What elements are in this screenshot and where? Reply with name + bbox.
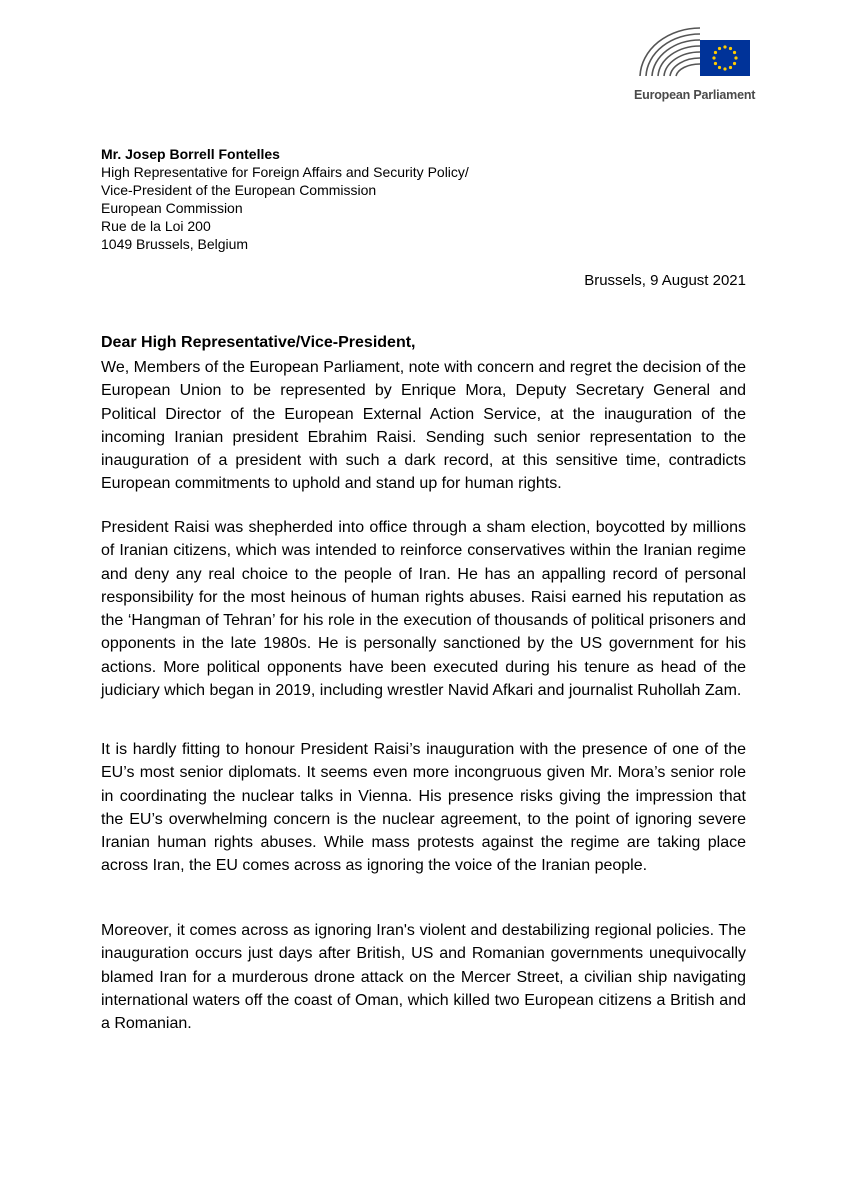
paragraph-3: It is hardly fitting to honour President Raisi’s inauguration with the presence of one of the EU’s most senior diplomats. It seems even more incongruous given Mr. Mora’s senior role in coordinating the nuclear talks in Vienna. His presence risks giving the impression that the EU’s overwhelming concern is the nuclear agreement, to the point of ignoring severe Iranian human rights abuses. While mass protests against the regime are taking place across Iran, the EU comes across as ignoring the voice of the Iranian people. <box>101 741 746 875</box>
paragraph-1: We, Members of the European Parliament, note with concern and regret the decision of the European Union to be represented by Enrique Mora, Deputy Secretary General and Political Director of the European External Action Service, at the inauguration of the incoming Iranian president Ebrahim Raisi. Sending such senior representation to the inauguration of a president with such a dark record, at this sensitive time, contradicts European commitments to uphold and stand up for human rights. <box>101 359 746 493</box>
recipient-title-line2: Vice-President of the European Commission <box>101 182 377 198</box>
eu-star-icon <box>733 62 736 65</box>
eu-star-icon <box>714 51 717 54</box>
recipient-city: 1049 Brussels, Belgium <box>101 236 249 252</box>
paragraph-4: Moreover, it comes across as ignoring Iran's violent and destabilizing regional policies. The inauguration occurs just days after British, US and Romanian governments unequivocally blamed Iran for a murderous drone attack on the Mercer Street, a civilian ship navigating international waters off the coast of Oman, which killed two European citizens a British and a Romanian. <box>101 922 746 1033</box>
eu-star-icon <box>714 62 717 65</box>
recipient-street: Rue de la Loi 200 <box>101 218 211 234</box>
logo-text: European Parliament <box>634 88 756 102</box>
eu-star-icon <box>712 56 715 59</box>
recipient-organization: European Commission <box>101 200 243 216</box>
eu-star-icon <box>723 67 726 70</box>
eu-star-icon <box>733 51 736 54</box>
european-parliament-logo <box>628 18 758 108</box>
recipient-title-line1: High Representative for Foreign Affairs and Security Policy/ <box>101 164 469 180</box>
salutation: Dear High Representative/Vice-President, <box>101 334 416 351</box>
eu-star-icon <box>718 47 721 50</box>
letter-date: Brussels, 9 August 2021 <box>584 272 746 289</box>
eu-star-icon <box>734 56 737 59</box>
eu-star-icon <box>723 45 726 48</box>
paragraph-2: President Raisi was shepherded into office through a sham election, boycotted by millions of Iranian citizens, which was intended to reinforce conservatives within the Iranian regime and deny any real choice to the people of Iran. He has an appalling record of personal responsibility for the most heinous of human rights abuses. Raisi earned his reputation as the ‘Hangman of Tehran’ for his role in the execution of thousands of political prisoners and opponents in the late 1980s. He is personally sanctioned by the US government for his actions. More political opponents have been executed during his tenure as head of the judiciary which began in 2019, including wrestler Navid Afkari and journalist Ruhollah Zam. <box>101 519 746 700</box>
eu-star-icon <box>718 66 721 69</box>
recipient-address <box>101 145 469 253</box>
eu-star-icon <box>729 66 732 69</box>
parliament-hemicycle-icon <box>628 18 758 88</box>
eu-star-icon <box>729 47 732 50</box>
recipient-name: Mr. Josep Borrell Fontelles <box>101 146 280 162</box>
